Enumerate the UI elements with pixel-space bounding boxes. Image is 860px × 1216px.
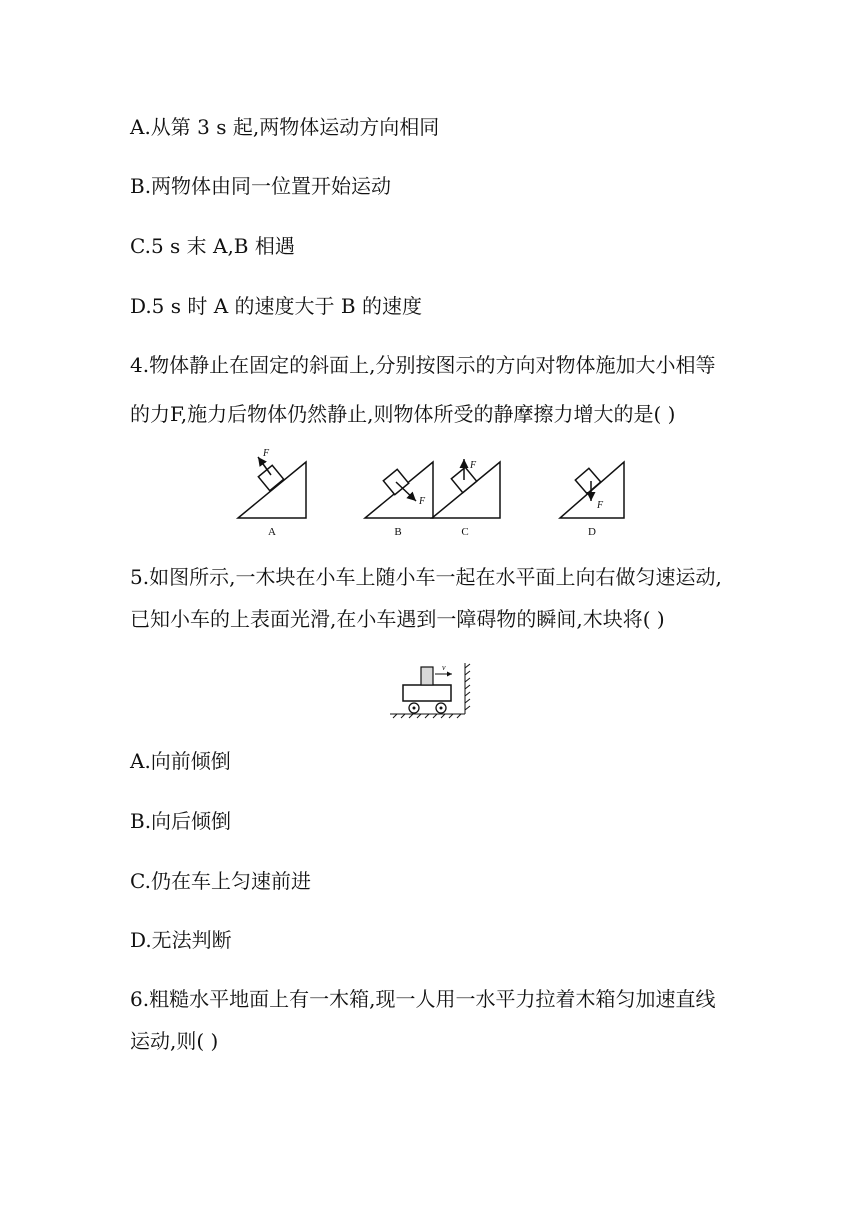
- cart-figure: [385, 658, 477, 720]
- incline-label-b: B: [394, 526, 402, 538]
- option-3b: B.两物体由同一位置开始运动: [130, 174, 392, 198]
- incline-d: [560, 462, 624, 518]
- question-5-stem-line-2: 已知小车的上表面光滑,在小车遇到一障碍物的瞬间,木块将( ): [130, 607, 665, 631]
- cart-body: [403, 685, 451, 701]
- option-3a: A.从第 3 s 起,两物体运动方向相同: [130, 115, 440, 139]
- option-3c: C.5 s 末 A,B 相遇: [130, 234, 295, 258]
- incline-label-c: C: [461, 526, 469, 538]
- incline-a: [238, 457, 306, 518]
- incline-label-a: A: [268, 526, 276, 538]
- question-6-stem-line-2: 运动,则( ): [130, 1029, 219, 1053]
- velocity-label: v: [442, 663, 446, 672]
- question-4-stem-line-1: 4.物体静止在固定的斜面上,分别按图示的方向对物体施加大小相等: [130, 353, 716, 377]
- force-label-b: F: [419, 496, 426, 507]
- force-label-a: F: [263, 448, 270, 459]
- option-5d: D.无法判断: [130, 928, 232, 952]
- wooden-block: [421, 667, 433, 685]
- incline-force-figure: [230, 445, 640, 545]
- option-5c: C.仍在车上匀速前进: [130, 869, 311, 893]
- incline-label-d: D: [588, 526, 596, 538]
- question-5-stem-line-1: 5.如图所示,一木块在小车上随小车一起在水平面上向右做匀速运动,: [130, 565, 722, 589]
- incline-b: [365, 462, 433, 518]
- question-4-stem-line-2: 的力F,施力后物体仍然静止,则物体所受的静摩擦力增大的是( ): [130, 402, 676, 426]
- incline-c: [432, 459, 500, 518]
- option-5b: B.向后倾倒: [130, 809, 232, 833]
- option-5a: A.向前倾倒: [130, 749, 231, 773]
- force-label-c: F: [470, 460, 477, 471]
- question-6-stem-line-1: 6.粗糙水平地面上有一木箱,现一人用一水平力拉着木箱匀加速直线: [130, 987, 716, 1011]
- force-label-d: F: [597, 500, 604, 511]
- option-3d: D.5 s 时 A 的速度大于 B 的速度: [130, 294, 422, 318]
